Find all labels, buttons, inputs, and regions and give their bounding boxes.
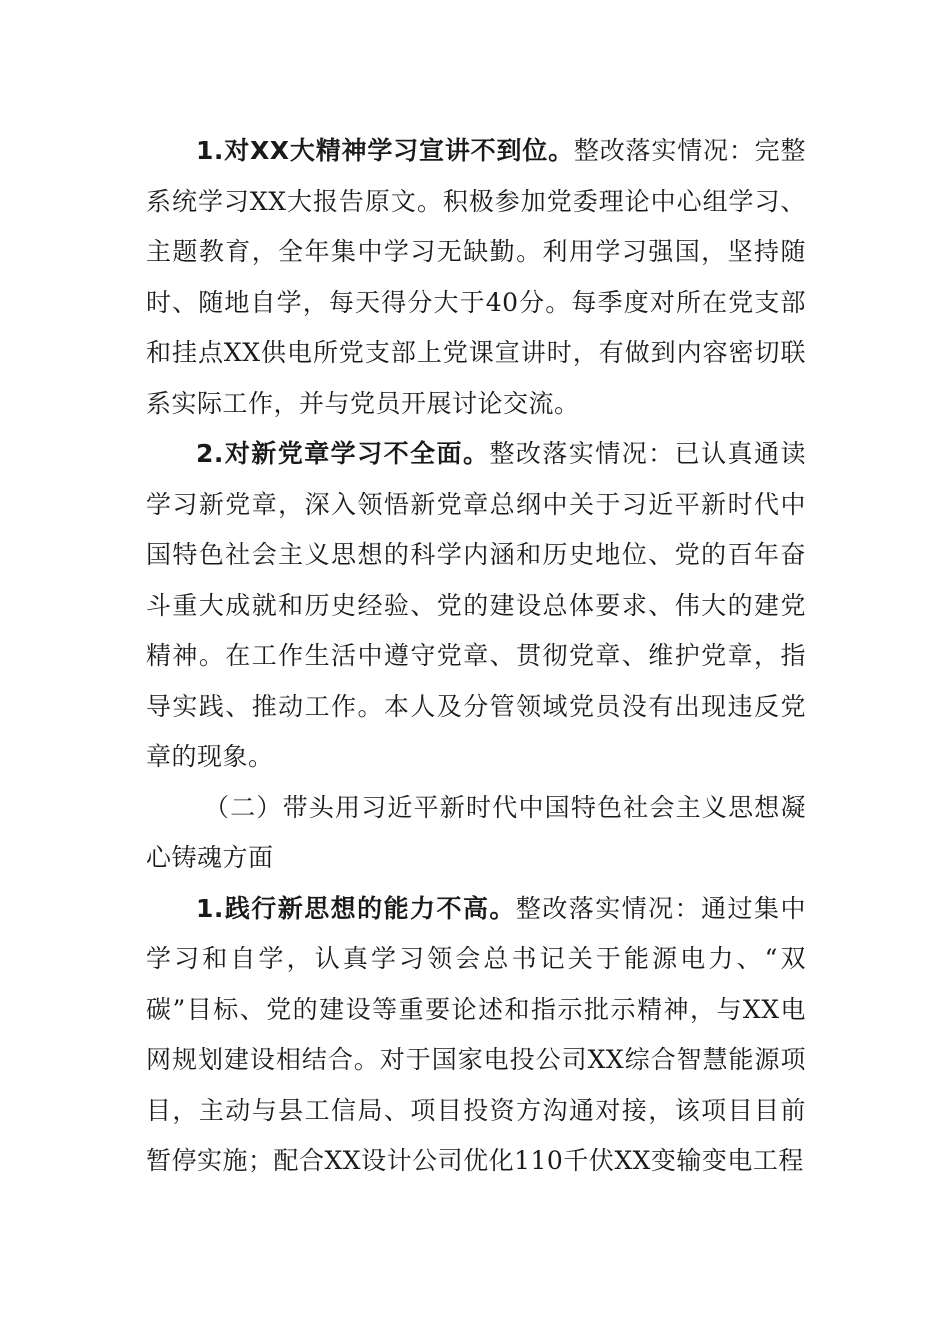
paragraph-item-1: [146, 126, 806, 429]
paragraph-heading: 1.践行新思想的能力不高。: [196, 893, 516, 923]
section-title: （二）带头用习近平新时代中国特色社会主义思想凝心铸魂方面: [146, 792, 806, 872]
paragraph-text: 整改落实情况：通过集中学习和自学，认真学习领会总书记关于能源电力、“双碳”目标、党的建设等重要论述和指示批示精神，与XX电网规划建设相结合。对于国家电投公司XX综合智慧能源项目，主动与县工信局、项目投资方沟通对接，该项目目前暂停实施；配合XX设计公司优化110千伏XX变输变电工程: [146, 893, 806, 1175]
document-body: [146, 126, 806, 1187]
paragraph-heading: 1.对XX大精神学习宣讲不到位。: [196, 136, 574, 165]
paragraph-item-3: [146, 884, 806, 1187]
paragraph-text: 整改落实情况：已认真通读学习新党章，深入领悟新党章总纲中关于习近平新时代中国特色社会主义思想的科学内涵和历史地位、党的百年奋斗重大成就和历史经验、党的建设总体要求、伟大的建党精神。在工作生活中遵守党章、贯彻党章、维护党章，指导实践、推动工作。本人及分管领域党员没有出现违反党章的现象。: [146, 439, 806, 771]
paragraph-text: 整改落实情况：完整系统学习XX大报告原文。积极参加党委理论中心组学习、主题教育，全年集中学习无缺勤。利用学习强国，坚持随时、随地自学，每天得分大于40分。每季度对所在党支部和挂点XX供电所党支部上党课宣讲时，有做到内容密切联系实际工作，并与党员开展讨论交流。: [146, 136, 806, 418]
paragraph-heading: 2.对新党章学习不全面。: [196, 439, 490, 468]
paragraph-item-2: [146, 429, 806, 783]
